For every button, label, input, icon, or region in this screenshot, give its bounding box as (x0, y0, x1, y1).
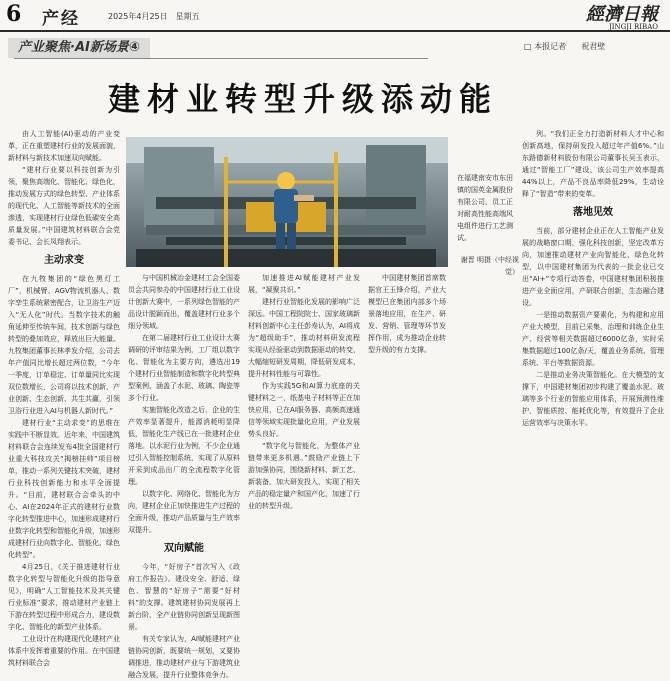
column-2 (128, 272, 240, 679)
subhead-active-change: 主动求变 (44, 255, 84, 266)
body-paragraph: 当前，部分建材企业正在人工智能产业发展的战略窗口期，强化科技创新，坚定改革方向，加速推动建材产业向智能化、绿色化转型，以中国建材集团为代表的一批企业已交出“AI+”专项行动答卷，中国建材集团积极推进产业全面应用，产研联合创新，生态融合建设。 (522, 227, 664, 307)
body-paragraph: 与中国机械冶金建材工会全国委员会共同参办的中国建材行业工业设计创新大赛中，一系列绿色智能的产品设计脱颖而出，覆盖建材行业多个细分领域。 (128, 274, 240, 330)
byline-author: 祝君壁 (581, 42, 606, 51)
column-4 (368, 272, 446, 584)
byline-square-icon: □ (524, 42, 532, 51)
column-3 (248, 272, 360, 584)
body-paragraph: 建材行业“主动求变”的思维在实践中不断显效。近年来，中国建筑材料联合会连续发布4批全国建材行业重大科技攻关“揭榜挂帅”项目榜单，推动一系列关键技术突破，建材行业科技创新能力和水平全面提升。“目前，建材联合会牵头的中心、AI在2024年正式的建材行业数字化转型推进中心，加速形成建材行业数字化转型和智能化升级，加速形成建材行业向数字化、智能化、绿色化转型”。 (8, 419, 120, 559)
article-photo (126, 137, 448, 267)
body-paragraph: 加速推进AI赋能建材产业发展，“凝聚共识。” (248, 274, 360, 294)
article-headline: 建材业转型升级添动能 (108, 80, 499, 118)
body-paragraph: “数字化与智能化，为整体产业链带来更多机遇。”鼓励产业链上下游加强协同，围绕新材料、新工艺、新装备，加大研发投入，实现了相关产品的稳定量产和国产化，加速了行业的转型升级。 (248, 442, 360, 510)
masthead (586, 0, 658, 31)
byline (524, 41, 605, 52)
photo-credit: 谢晋 明摄（中经视觉） (460, 256, 519, 276)
byline-role: 本报记者 (534, 42, 567, 51)
intro-paragraph: “建材行业要以科技创新为引领，聚焦高端化、智能化、绿色化，推动发展方式的绿色转型、产业体系的现代化、人工智能等新技术的全面渗透，实现建材行业绿色低碳安全高质量发展。”中国建筑材料联合会党委书记、会长凤翔表示。 (8, 166, 120, 246)
body-paragraph: 以数字化、网络化、智能化为方向，建材企业正加快推进生产过程的全面升级，推动产品质量与生产效率双提升。 (128, 490, 240, 534)
factory-worker-illustration (126, 137, 448, 267)
body-paragraph: 有关专家认为，AI赋能建材产业链协同创新，既要统一规划，又要协调推进，推动建材产业与下游建筑业融合发展，提升行业整体竞争力。 (128, 635, 240, 679)
body-paragraph: 建材行业智能化发展的影响广泛深远。中国工程院院士、国家玻璃新材料创新中心主任彭寿认为，AI将成为“超级助手”，推动材料研发流程实现从经验驱动到数据驱动的转变，大幅缩短研发周期，降低研发成本，提升材料性能与可靠性。 (248, 298, 360, 378)
body-paragraph: 列。“我们正全力打造新材料人才中心和创新高地，保持研发投入超过年产值6%。”山东路德新材料股份有限公司董事长吴玉表示，通过“智能工厂”建设，该公司生产效率提高44%以上，产品不良品率降低29%，生动诠释了“智造”带来的变革。 (522, 130, 664, 198)
body-paragraph: 4月25日，《关于推进建材行业数字化转型与智能化升级的指导意见》，明确“人工智能技术及其关键行业标准”要求，推动建材产业链上下游在转型过程中形成合力，建设数字化、智能化的新型产业体系。 (8, 563, 120, 631)
column-tag-band (8, 36, 428, 60)
photo-caption (457, 172, 519, 278)
body-paragraph: 今年，“好房子”首次写入《政府工作报告》。建设安全、舒适、绿色、智慧的“好房子”需要“好材料”的支撑。建筑建材协同发展再上新台阶，全产业链协同创新呈现新图景。 (128, 563, 240, 631)
body-paragraph: 一是推动数据资产要素化，为构建和应用产业大模型，目前已采集、治理和训练企业生产、经营等相关数据超过6000亿条，实时采集数据超过100亿条/天，覆盖业务系统、管理系统、平台等数据资源。 (522, 311, 664, 367)
intro-paragraph: 由人工智能(AI)驱动的产业变革，正在重塑建材行业的发展面貌，新材料与新技术加速双向赋能。 (8, 130, 120, 162)
body-paragraph: 中国建材集团首席数据官王玉锋介绍，产业大模型已在集团内部多个场景落地应用，在生产、研发、营销、管理等环节发挥作用，成为推动企业转型升级的有力支撑。 (368, 274, 446, 354)
column-rule (14, 58, 428, 59)
body-paragraph: 二是推动业务决策智能化。在大模型的支撑下，中国建材集团初步构建了覆盖水泥、玻璃等多个行业的智能应用体系，开展预测性维护、智能质控、能耗优化等，有效提升了企业运营效率与决策水平。 (522, 371, 664, 427)
masthead-title: 經濟日報 (586, 4, 658, 25)
section-title: 产经 (42, 9, 80, 29)
page-number: 6 (6, 1, 22, 27)
column-tag: 产业聚焦·AI新场景④ (8, 38, 150, 58)
column-1 (8, 128, 120, 667)
body-paragraph: 实施智能化改造之后，企业的生产效率显著提升，能源消耗明显降低，智能化生产线已在一批建材企业落地。以水泥行业为例，不少企业通过引入智能控制系统，实现了从原料开采到成品出厂的全流程数字化管理。 (128, 406, 240, 486)
photo-caption-text: 在福建南安市东田镇的国英金属股份有限公司，员工正对耐高性能高端风电组件进行工艺测试。 (457, 174, 513, 242)
page-header (0, 0, 670, 32)
body-paragraph: 在第二届建材行业工业设计大赛调研的评审结果为例，工厂组以数字化、智能化为主要方向，遴选出19个建材行业智能制造和数字化转型典型案例，涵盖了水泥、玻璃、陶瓷等多个行业。 (128, 334, 240, 402)
issue-date: 2025年4月25日 星期五 (108, 12, 200, 21)
masthead-subtitle: JINGJI RIBAO (608, 23, 658, 31)
subhead-mutual-empowerment: 双向赋能 (164, 543, 204, 554)
subhead-results: 落地见效 (573, 207, 613, 218)
body-paragraph: 工业设计在构建现代化建材产业体系中发挥着重要的作用。在中国建筑材料联合会 (8, 635, 120, 667)
body-paragraph: 在九牧集团的“绿色黑灯工厂”，机械臂、AGV物流机器人、数字孪生系统紧密配合，让卫浴生产迈入“无人化”时代。当数字技术的触角延伸至传统车间，技术创新与绿色转型的叠加效应，释放出巨大能量。九牧集团董事长林孝发介绍，公司去年产值同比增长超过两位数，“今年一季度，订单稳定、订单量同比实现双位数增长，公司将以技术创新，产业创新、生态创新、共生共赢，引领卫浴行业进入AI与机器人新时代。” (8, 275, 120, 415)
column-5 (522, 128, 664, 584)
body-paragraph: 作为实践5G和AI算力底座的关键材料之一，纸基电子材料等正在加快应用，已在AI服务器、高频高速通信等领域实现批量化应用，产业发展势头良好。 (248, 382, 360, 438)
